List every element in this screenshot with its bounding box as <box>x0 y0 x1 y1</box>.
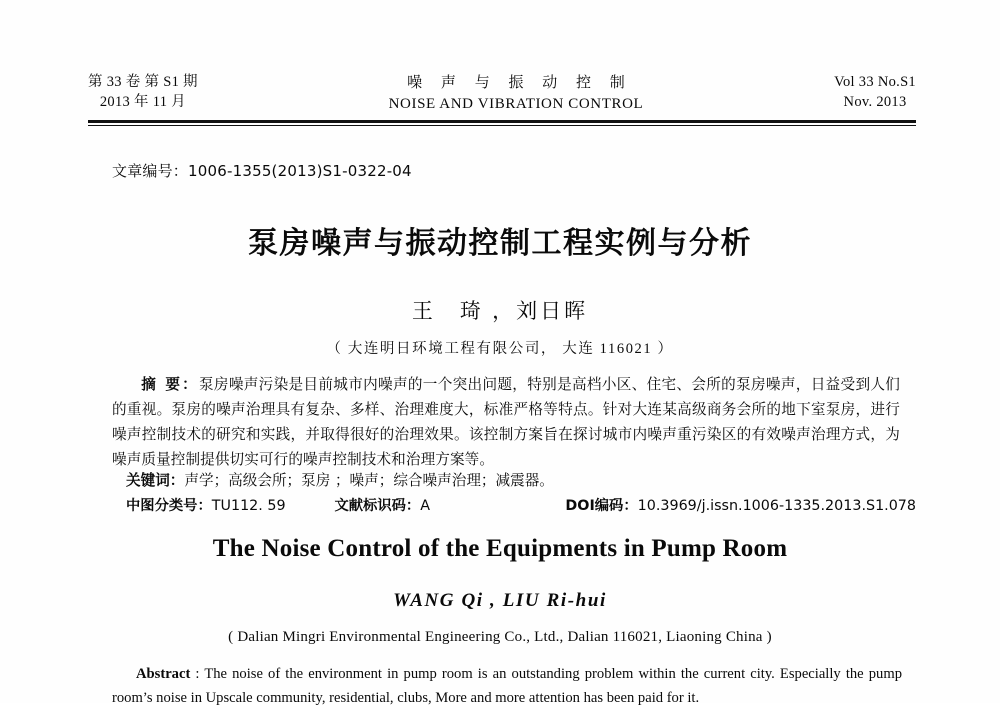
abstract-cn <box>112 372 900 472</box>
doi-label: DOI编码： <box>565 498 638 514</box>
document-code-label: 文献标识码： <box>334 498 421 514</box>
article-number: 文章编号：1006-1355(2013)S1-0322-04 <box>112 162 412 180</box>
issue-date-cn: 2013 年 11 月 <box>99 93 186 110</box>
abstract-cn-label: 摘 要： <box>141 376 199 393</box>
running-head <box>88 72 916 115</box>
running-head-left <box>88 72 198 112</box>
volume-issue-en: Vol 33 No.S1 <box>834 74 916 90</box>
title-en: The Noise Control of the Equipments in Pump Room <box>212 535 788 562</box>
abstract-en-body: The noise of the environment in pump room is an outstanding problem within the current city. Especially the pump room’s noise in Upscale community, residential, clubs, More and more attention has been paid for it. <box>112 666 902 706</box>
affiliation-en: ( Dalian Mingri Environmental Engineering Co., Ltd., Dalian 116021, Liaoning China ) <box>228 629 772 645</box>
affiliation-cn: （ 大连明日环境工程有限公司， 大连 116021 ） <box>326 341 674 357</box>
doi <box>565 495 916 515</box>
abstract-en-separator: : <box>190 666 205 682</box>
clc-number-value: TU112. 59 <box>211 498 286 514</box>
journal-name-cn: 噪 声 与 振 动 控 制 <box>407 73 632 91</box>
journal-name-en: NOISE AND VIBRATION CONTROL <box>388 96 644 113</box>
header-double-rule <box>88 120 916 126</box>
abstract-cn-body: 泵房噪声污染是目前城市内噪声的一个突出问题，特别是高档小区、住宅、会所的泵房噪声，日益受到人们的重视。泵房的噪声治理具有复杂、多样、治理难度大，标准严格等特点。针对大连某高级商务会所的地下室泵房，进行噪声控制技术的研究和实践，并取得很好的治理效果。该控制方案旨在探讨城市内噪声重污染区的有效噪声治理方式，为噪声质量控制提供切实可行的噪声控制技术和治理方案等。 <box>112 376 900 468</box>
classification-row <box>126 495 916 515</box>
running-head-right <box>834 72 916 112</box>
authors-en: WANG Qi , LIU Ri-hui <box>393 590 607 611</box>
header-rule-thin <box>88 125 916 126</box>
clc-number <box>126 495 334 515</box>
document-code <box>334 495 565 515</box>
clc-number-label: 中图分类号： <box>126 498 212 514</box>
doi-value: 10.3969/j.issn.1006-1335.2013.S1.078 <box>637 498 916 514</box>
volume-issue: 第 33 卷 第 S1 期 <box>88 74 198 90</box>
document-code-value: A <box>420 498 430 514</box>
keywords-cn <box>126 470 906 492</box>
keywords-cn-value: 声学；高级会所；泵房 ；噪声；综合噪声治理；减震器。 <box>184 472 554 489</box>
keywords-cn-label: 关键词： <box>126 472 185 489</box>
title-cn: 泵房噪声与振动控制工程实例与分析 <box>248 226 752 261</box>
issue-date-en: Nov. 2013 <box>843 93 907 110</box>
running-head-center <box>389 72 644 115</box>
abstract-en-label: Abstract <box>136 666 191 682</box>
authors-cn: 王 琦 ，刘日晖 <box>411 299 589 323</box>
